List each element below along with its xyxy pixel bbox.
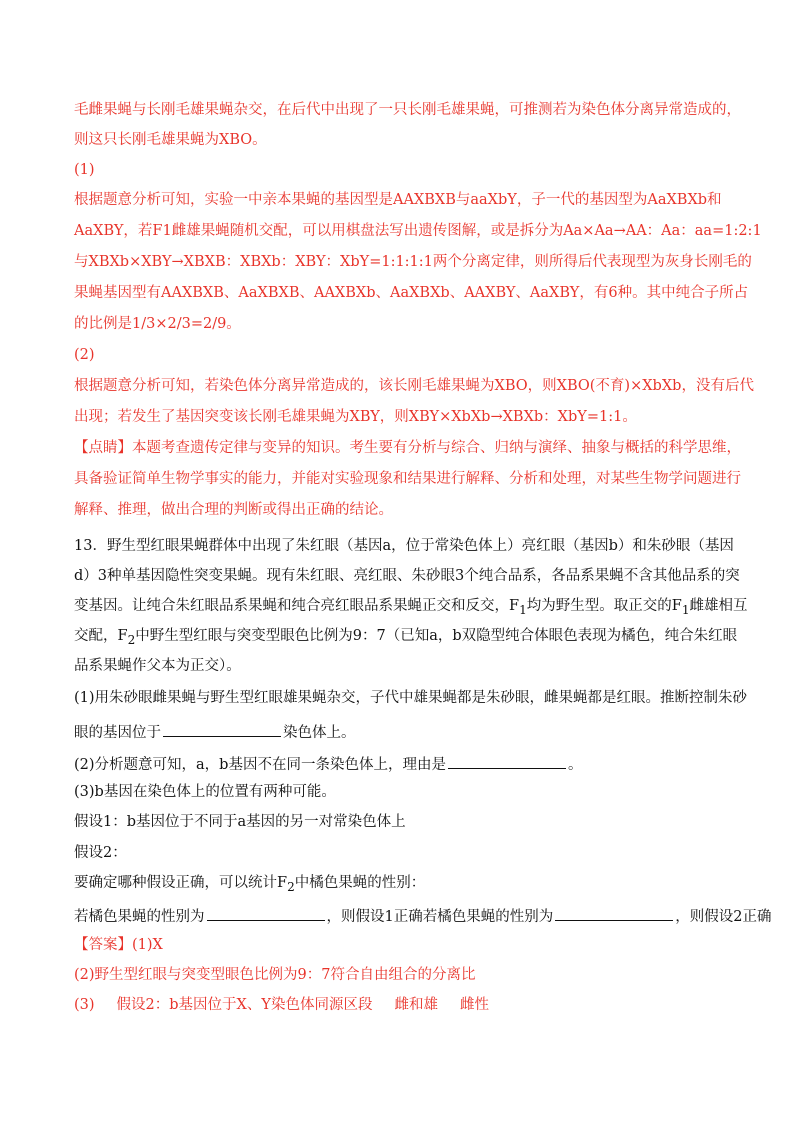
note-line: 具备验证简单生物学事实的能力，并能对实验现象和结果进行解释、分析和处理，对某些生物学问题进行	[74, 471, 741, 487]
note-line: 解释、推理，做出合理的判断或得出正确的结论。	[74, 502, 393, 518]
condition-line: 若橘色果蝇的性别为 ，则假设1正确若橘色果蝇的性别为 ，则假设2正确	[74, 904, 771, 926]
analysis-line: 根据题意分析可知，实验一中亲本果蝇的基因型是AAXBXB与aaXbY，子一代的基因型为AaXBXb和	[74, 192, 722, 208]
analysis-line: AaXBY，若F1雌雄果蝇随机交配，可以用棋盘法写出遗传图解，或是拆分为Aa×Aa→AA：Aa：aa=1:2:1	[74, 223, 762, 239]
subquestion-3: (3)b基因在染色体上的位置有两种可能。	[74, 784, 336, 800]
answer-blank	[163, 720, 281, 737]
answer-line: 【答案】(1)X	[74, 937, 163, 953]
analysis-line: 出现；若发生了基因突变该长刚毛雄果蝇为XBY，则XBY×XbXb→XBXb：XbY=1:1。	[74, 409, 637, 425]
subquestion-1: 眼的基因位于 染色体上。	[74, 720, 356, 742]
subquestion-1: (1)用朱砂眼雌果蝇与野生型红眼雄果蝇杂交，子代中雄果蝇都是朱砂眼，雌果蝇都是红眼。推断控制朱砂	[74, 690, 748, 706]
analysis-line: 的比例是1/3×2/3=2/9。	[74, 316, 241, 332]
hypothesis-2: 假设2：	[74, 845, 127, 861]
analysis-line: 则这只长刚毛雄果蝇为XBO。	[74, 132, 267, 148]
determination-line: 要确定哪种假设正确，可以统计$F_2$中橘色果蝇的性别：	[74, 875, 426, 894]
analysis-line: 与XBXb×XBY→XBXB：XBXb：XBY：XbY=1:1:1:1两个分离定律，则所得后代表现型为灰身长刚毛的	[74, 254, 752, 270]
analysis-line: 根据题意分析可知，若染色体分离异常造成的，该长刚毛雄果蝇为XBO，则XBO(不育)×XbXb，没有后代	[74, 378, 754, 394]
question-line: 变基因。让纯合朱红眼品系果蝇和纯合亮红眼品系果蝇正交和反交，$F_1$均为野生型。取正交的$F_1$雌雄相互	[74, 598, 748, 617]
question-line: 交配，$F_2$中野生型红眼与突变型眼色比例为9：7（已知a，b双隐型纯合体眼色表现为橘色，纯合朱红眼	[74, 628, 738, 647]
question-line: 品系果蝇作父本为正交）。	[74, 658, 241, 674]
subquestion-2: (2)分析题意可知，a，b基因不在同一条染色体上，理由是 。	[74, 752, 582, 774]
answer-blank	[207, 904, 325, 921]
answer-line: (3) 假设2：b基因位于X、Y染色体同源区段 雌和雄 雌性	[74, 997, 489, 1013]
analysis-line: 毛雌果蝇与长刚毛雄果蝇杂交，在后代中出现了一只长刚毛雄果蝇，可推测若为染色体分离异常造成的，	[74, 102, 741, 118]
answer-line: (2)野生型红眼与突变型眼色比例为9：7符合自由组合的分离比	[74, 967, 476, 983]
part-label: (1)	[74, 162, 95, 178]
answer-blank	[448, 752, 566, 769]
answer-blank	[555, 904, 673, 921]
part-label: (2)	[74, 347, 95, 363]
hypothesis-1: 假设1：b基因位于不同于a基因的另一对常染色体上	[74, 814, 406, 830]
question-line: 13．野生型红眼果蝇群体中出现了朱红眼（基因a，位于常染色体上）亮红眼（基因b）和朱砂眼（基因	[74, 538, 734, 554]
note-line: 【点睛】本题考查遗传定律与变异的知识。考生要有分析与综合、归纳与演绎、抽象与概括的科学思维，	[74, 440, 741, 456]
analysis-line: 果蝇基因型有AAXBXB、AaXBXB、AAXBXb、AaXBXb、AAXBY、AaXBY，有6种。其中纯合子所占	[74, 285, 749, 301]
question-line: d）3种单基因隐性突变果蝇。现有朱红眼、亮红眼、朱砂眼3个纯合品系，各品系果蝇不含其他品系的突	[74, 568, 740, 584]
